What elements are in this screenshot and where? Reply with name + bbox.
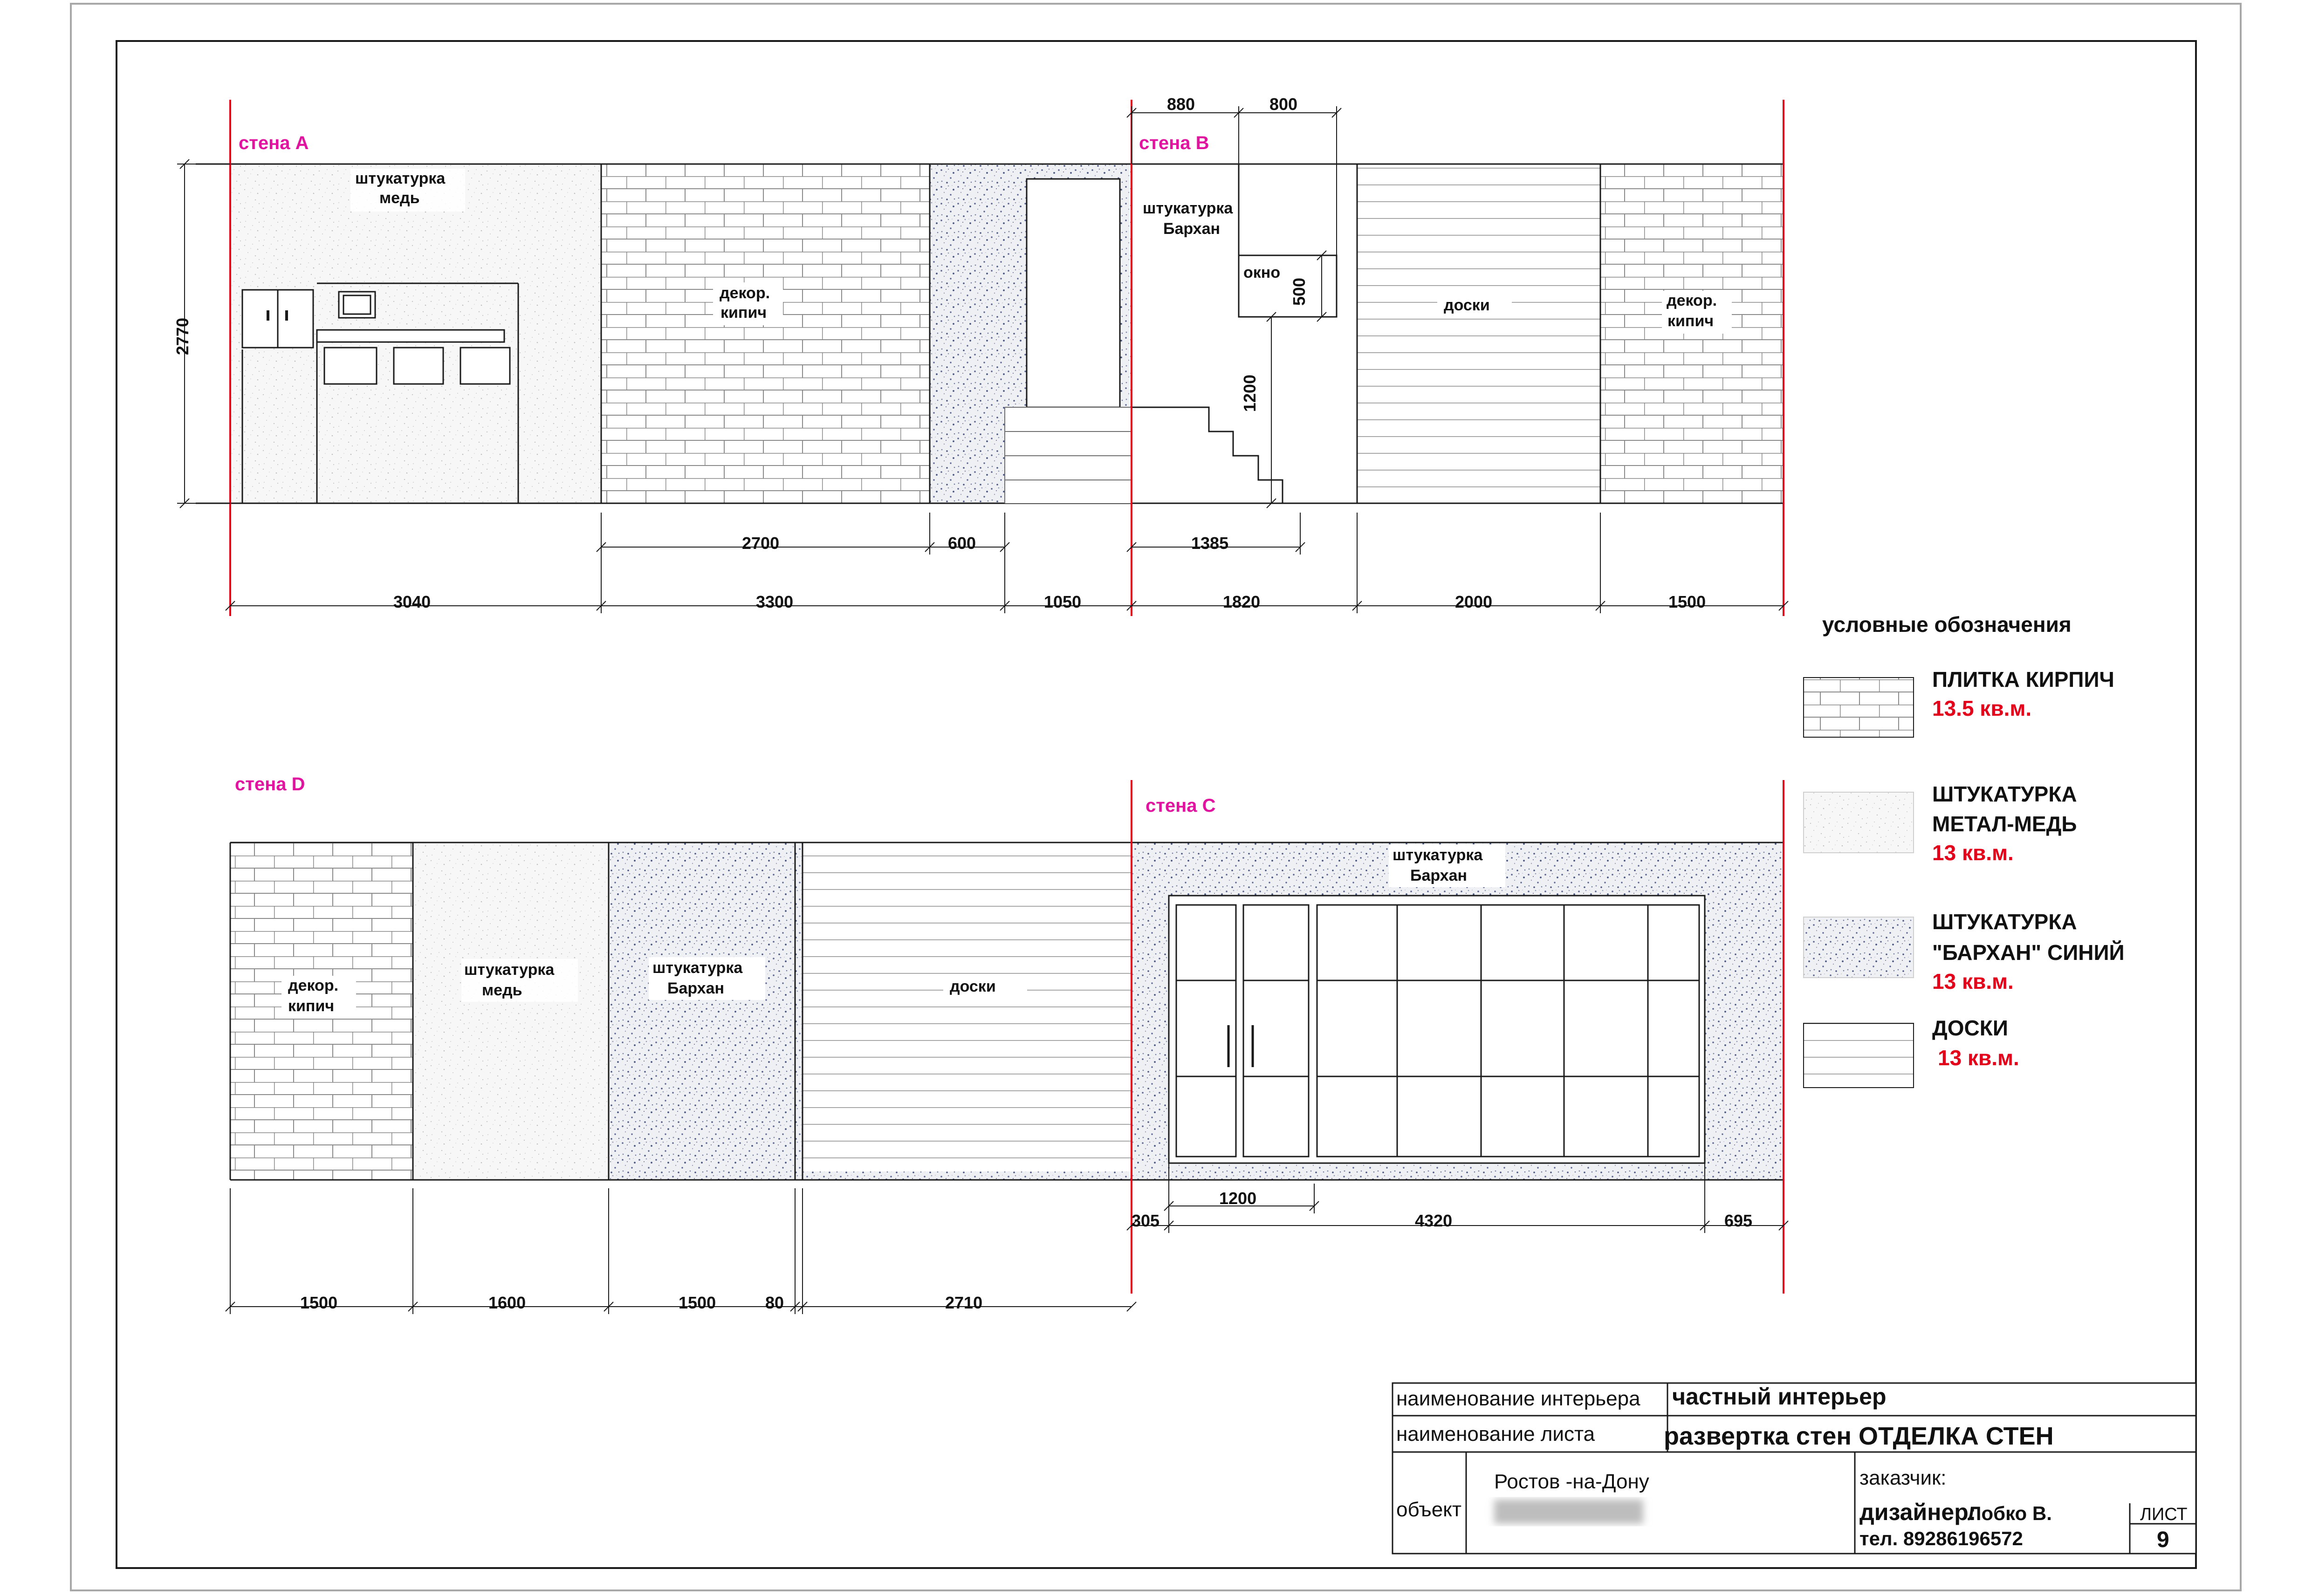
wall-c-title: стена С <box>1146 795 1216 816</box>
dim-bottom-row2-4: 2710 <box>945 1293 983 1312</box>
legend-1-name-1: ШТУКАТУРКА <box>1932 782 2077 806</box>
dim-bottom-row2-1: 1600 <box>488 1293 526 1312</box>
label-window: окно <box>1243 264 1281 281</box>
stamp-sheet-no-label: ЛИСТ <box>2140 1505 2188 1524</box>
wall-b-title: стена В <box>1139 133 1209 153</box>
dim-top-row2-1: 3300 <box>756 592 794 611</box>
dim-top-row1-1: 600 <box>948 534 976 553</box>
legend-title: условные обозначения <box>1822 612 2072 637</box>
wall-d-copper-plaster <box>413 843 609 1180</box>
legend-3-name: ДОСКИ <box>1932 1016 2008 1040</box>
dim-top-height: 2770 <box>173 317 192 355</box>
label-d-barhan-2: Бархан <box>667 980 725 997</box>
legend-2-name-2: "БАРХАН" СИНИЙ <box>1932 940 2125 965</box>
dim-bottom-row2-2: 1500 <box>679 1293 716 1312</box>
stamp-interior-value: частный интерьер <box>1672 1384 1887 1410</box>
stamp-customer: заказчик: <box>1859 1466 1947 1489</box>
label-d-boards: доски <box>950 978 996 995</box>
dim-bottom-row1-2: 695 <box>1724 1211 1753 1230</box>
label-b-barhan-2: Бархан <box>1163 220 1221 238</box>
legend-1-area: 13 кв.м. <box>1932 841 2014 865</box>
dim-top-row1-0: 2700 <box>742 534 780 553</box>
wall-d-skirting <box>803 1171 1132 1180</box>
stamp-sheet-no: 9 <box>2157 1528 2169 1552</box>
stamp-sheet-value: развертка стен ОТДЕЛКА СТЕН <box>1664 1422 2054 1450</box>
wall-d-boards <box>803 843 1132 1171</box>
stamp-designer-label: дизайнер: <box>1859 1499 1976 1525</box>
dim-bottom-row2-0: 1500 <box>300 1293 338 1312</box>
stamp-designer-name: Лобко В. <box>1968 1502 2052 1524</box>
stamp-phone: тел. 89286196572 <box>1859 1528 2023 1549</box>
stamp-object-label: объект <box>1396 1498 1462 1521</box>
legend-2-area: 13 кв.м. <box>1932 969 2014 993</box>
label-d-brick-1: декор. <box>288 977 339 994</box>
legend-3-area: 13 кв.м. <box>1938 1046 2019 1070</box>
legend <box>1804 612 2125 1088</box>
label-c-barhan-1: штукатурка <box>1393 846 1483 864</box>
dim-bottom-row1-0: 305 <box>1132 1211 1160 1230</box>
dim-top-row2-5: 1500 <box>1668 592 1706 611</box>
label-b-barhan-1: штукатурка <box>1143 199 1233 217</box>
wall-a-title: стена А <box>239 133 309 153</box>
label-b-boards: доски <box>1444 296 1490 314</box>
glass-partition <box>1169 896 1705 1163</box>
dim-top-row1-2: 1385 <box>1191 534 1229 553</box>
legend-2-name-1: ШТУКАТУРКА <box>1932 910 2077 934</box>
label-a-brick-1: декор. <box>720 284 770 302</box>
label-d-copper-2: медь <box>482 981 522 999</box>
label-b-brick-2: кипич <box>1667 312 1714 330</box>
wall-d-post <box>795 843 803 1180</box>
label-d-copper-1: штукатурка <box>464 961 555 979</box>
dim-top-800: 800 <box>1269 95 1298 114</box>
stair-front <box>1005 407 1132 503</box>
title-block <box>1393 1383 2196 1554</box>
wall-d-title: стена D <box>235 774 305 795</box>
label-d-barhan-1: штукатурка <box>652 959 743 977</box>
wall-a-brick <box>601 164 930 503</box>
dim-top-880: 880 <box>1167 95 1195 114</box>
dim-top-500: 500 <box>1290 277 1309 306</box>
bottom-dimensions <box>226 1163 1788 1314</box>
stamp-object-city: Ростов -на-Дону <box>1494 1470 1649 1493</box>
dim-top-row2-3: 1820 <box>1223 592 1261 611</box>
label-a-brick-2: кипич <box>720 304 767 322</box>
dim-bottom-row1-1: 4320 <box>1415 1211 1453 1230</box>
legend-swatch-brick <box>1804 678 1914 737</box>
label-a-copper-2: медь <box>379 189 420 207</box>
wall-b-boards <box>1357 164 1600 503</box>
label-b-brick-1: декор. <box>1667 292 1717 309</box>
redacted-name <box>1494 1500 1643 1524</box>
dim-top-1200: 1200 <box>1240 374 1259 412</box>
label-d-brick-2: кипич <box>288 997 335 1015</box>
stamp-sheet-label: наименование листа <box>1396 1423 1595 1445</box>
dim-top-row2-4: 2000 <box>1455 592 1493 611</box>
dim-bottom-row2-3: 80 <box>765 1293 784 1312</box>
label-c-barhan-2: Бархан <box>1410 867 1468 884</box>
dim-top-row2-0: 3040 <box>393 592 431 611</box>
legend-0-name: ПЛИТКА КИРПИЧ <box>1932 667 2114 692</box>
dim-top-row2-2: 1050 <box>1044 592 1082 611</box>
doorway <box>1027 179 1120 407</box>
legend-0-area: 13.5 кв.м. <box>1932 696 2032 720</box>
label-a-copper-1: штукатурка <box>355 170 446 187</box>
dim-bottom-1200: 1200 <box>1219 1189 1257 1208</box>
legend-swatch-barhan <box>1804 917 1914 978</box>
legend-1-name-2: МЕТАЛ-МЕДЬ <box>1932 812 2077 836</box>
legend-swatch-boards <box>1804 1023 1914 1088</box>
wall-d-barhan-plaster <box>609 843 795 1180</box>
legend-swatch-copper <box>1804 792 1914 853</box>
stamp-interior-label: наименование интерьера <box>1396 1387 1640 1410</box>
bottom-elevation <box>226 780 1788 1314</box>
